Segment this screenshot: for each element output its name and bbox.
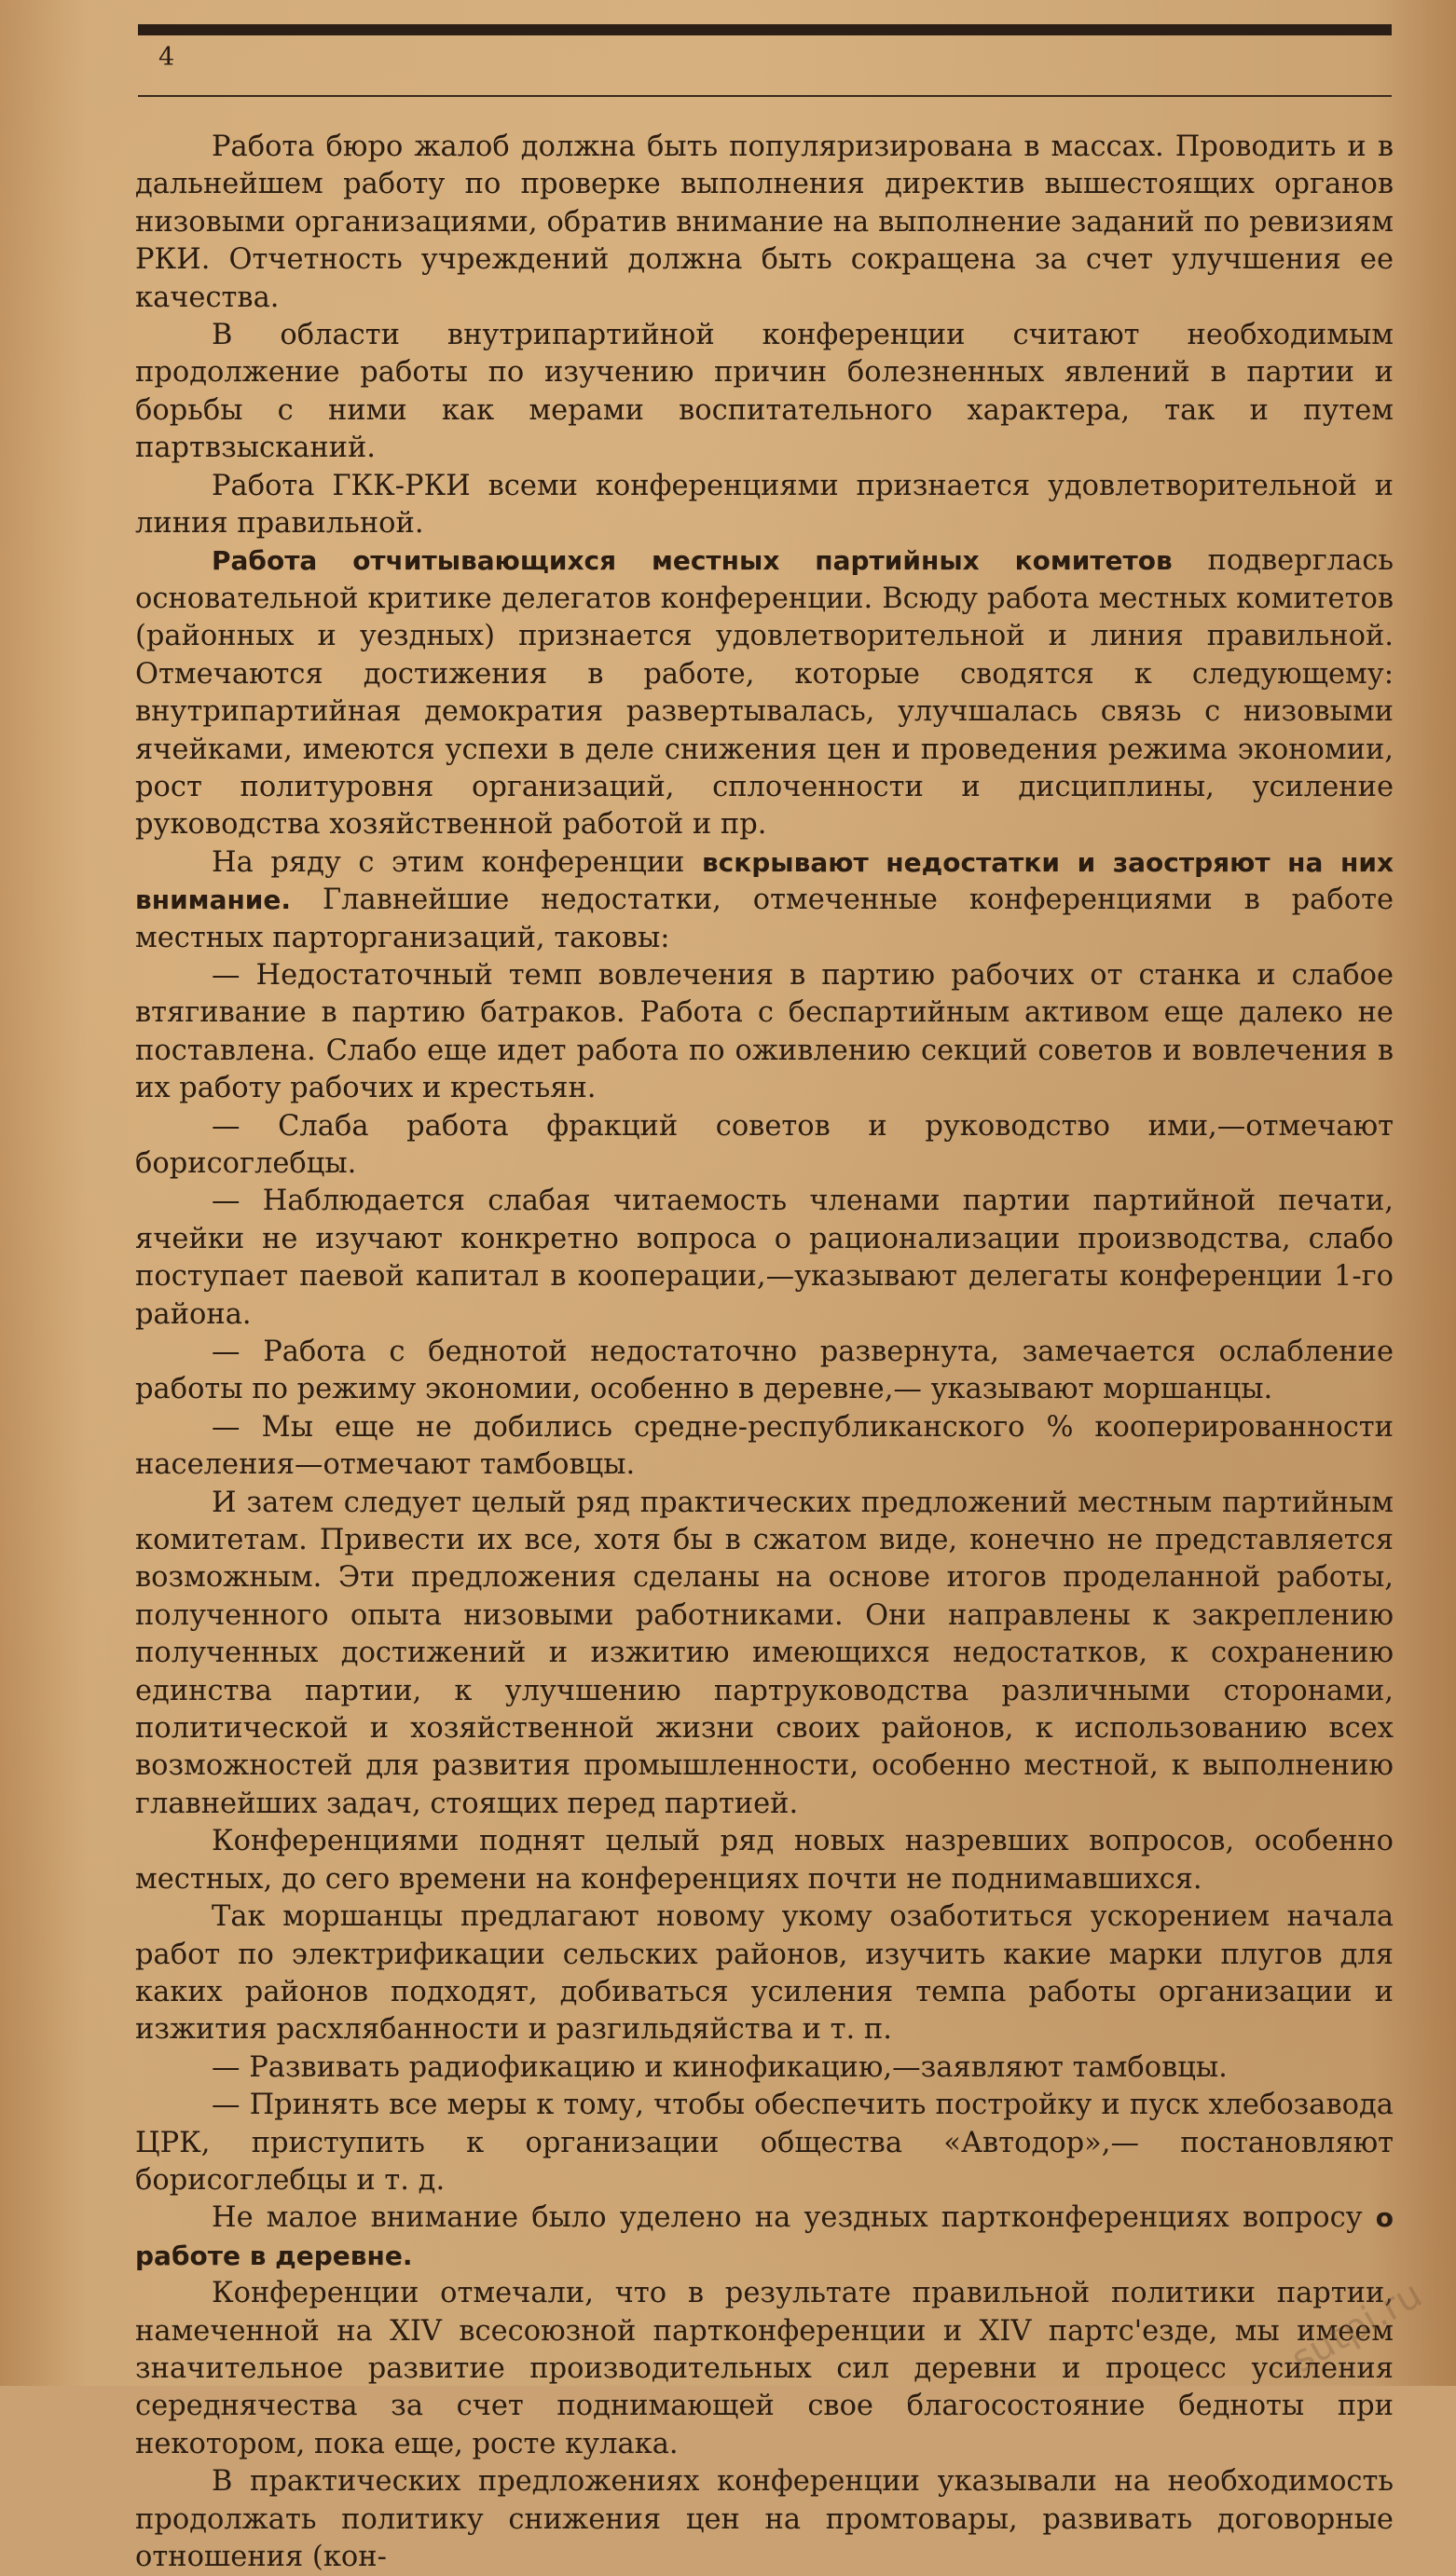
watermark: sutpi.ru [1284,2272,1430,2382]
paragraph: — Принять все меры к тому, чтобы обеспечить постройку и пуск хлебозавода ЦРК, приступить к организации общества «Автодор»,— постановляют борисоглебцы и т. д. [135,2089,1394,2197]
paragraph: Конференции отмечали, что в результате правильной политики партии, намеченной на XIV всесоюзной партконференции и XIV партс'езде, мы имеем значительное развитие производительных сил деревни и процесс усиления середнячества за счет поднимающей свое благосостояние бедноты при некотором, пока еще, росте кулака. [135,2277,1394,2460]
body-text [135,129,1394,2576]
paragraph: Конференциями поднят целый ряд новых назревших вопросов, особенно местных, до сего времени на конференциях почти не поднимавшихся. [135,1825,1394,1896]
page-number: 4 [158,43,175,72]
paragraph: — Недостаточный темп вовлечения в партию рабочих от станка и слабое втягивание в партию батраков. Работа с беспартийным активом еще далеко не поставлена. Слабо еще идет работа по оживлению секций советов и вовлечения в их работу рабочих и крестьян. [135,958,1394,1105]
paragraph: Так моршанцы предлагают новому укому озаботиться ускорением начала работ по электрификации сельских районов, изучить какие марки плугов для каких районов подходят, добиваться усиления темпа работы организации и изжития расхлябанности и разгильдяйства и т. п. [135,1900,1394,2047]
paragraph: В практических предложениях конференции указывали на необходимость продолжать политику снижения цен на промтовары, развивать договорные отношения (кон- [135,2465,1394,2573]
paragraph: На ряду с этим конференции вскрывают недостатки и заостряют на них внимание. Главнейшие недостатки, отмеченные конференциями в работе местных парторганизаций, таковы: [135,845,1394,954]
paragraph: Работа ГКК-РКИ всеми конференциями признается удовлетворительной и линия правильной. [135,469,1394,541]
bold-emphasis: вскрывают недостатки и заостряют на них внимание. [135,846,1394,916]
paragraph: — Наблюдается слабая читаемость членами партии партийной печати, ячейки не изучают конкретно вопроса о рационализации производства, слабо поступает паевой капитал в кооперации,—указывают делегаты конференции 1-го района. [135,1185,1394,1331]
paragraph: — Работа с беднотой недостаточно развернута, замечается ослабление работы по режиму экономии, особенно в деревне,— указывают моршанцы. [135,1336,1394,1406]
paragraph: В области внутрипартийной конференции считают необходимым продолжение работы по изучению причин болезненных явлений в партии и борьбы с ними как мерами воспитательного характера, так и путем партвзысканий. [135,319,1394,465]
paragraph: — Слаба работа фракций советов и руководство ими,—отмечают борисоглебцы. [135,1109,1394,1180]
top-border-rule [138,24,1392,35]
paragraph: Не малое внимание было уделено на уездных партконференциях вопросу о работе в деревне. [135,2201,1394,2271]
paragraph: — Развивать радиофикацию и кинофикацию,—заявляют тамбовцы. [212,2050,1228,2084]
paragraph: — Мы еще не добились средне-республиканского % кооперированности населения—отмечают тамбовцы. [135,1410,1394,1482]
paragraph: Работа бюро жалоб должна быть популяризирована в массах. Проводить и в дальнейшем работу по проверке выполнения директив вышестоящих органов низовыми организациями, обратив внимание на выполнение заданий по ревизиям РКИ. Отчетность учреждений должна быть сокращена за счет улучшения ее качества. [135,130,1394,314]
bold-emphasis: о работе в деревне. [135,2202,1394,2271]
paragraph: Работа отчитывающихся местных партийных комитетов подверглась основательной критике делегатов конференции. Всюду работа местных комитетов (районных и уездных) признается удовлетворительной и линия правильной. Отмечаются достижения в работе, которые сводятся к следующему: внутрипартийная демократия развертывалась, улучшалась связь с низовыми ячейками, имеются успехи в деле снижения цен и проведения режима экономии, рост политуровня организаций, сплоченности и дисциплины, усиление руководства хозяйственной работой и пр. [135,544,1394,842]
paragraph: И затем следует целый ряд практических предложений местным партийным комитетам. Привести их все, хотя бы в сжатом виде, конечно не представляется возможным. Эти предложения сделаны на основе итогов проделанной работы, полученного опыта низовыми работниками. Они направлены к закреплению полученных достижений и изжитию имеющихся недостатков, к сохранению единства партии, к улучшению партруководства различными сторонами, политической и хозяйственной жизни своих районов, к использованию всех возможностей для развития промышленности, особенно местной, к выполнению главнейших задач, стоящих перед партией. [135,1486,1394,1820]
header-divider [138,95,1392,97]
bold-lead: Работа отчитывающихся местных партийных комитетов [212,545,1173,577]
